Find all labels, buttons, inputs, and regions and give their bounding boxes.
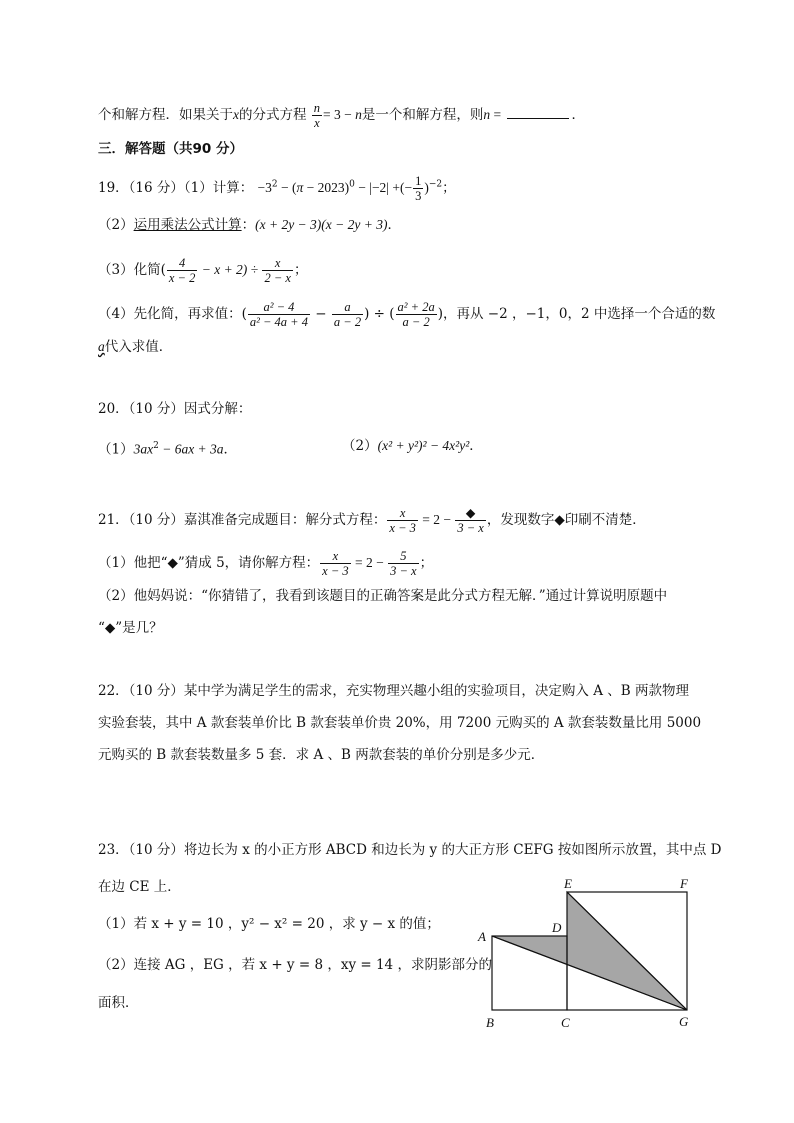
q22-line3: 元购买的 B 款套装数量多 5 套．求 A 、B 两款套装的单价分别是多少元． [98,747,545,763]
denominator: x − 2 [168,271,196,285]
expr: −3 [257,180,272,195]
fraction [262,256,292,285]
var: a [98,339,105,354]
numerator: x [320,549,350,564]
q20-part1 [98,436,237,460]
text: （3）化简( [98,262,166,278]
label-b: B [486,1015,494,1030]
fraction [320,549,350,578]
expr: (x² + y²)² − 4x²y² [377,438,470,453]
geometry-figure [470,870,710,1036]
var: n [483,107,491,122]
label-d: D [552,920,562,935]
sup: 2 [153,441,159,451]
denominator: a − 2 [402,315,430,329]
q22-line1: 22．（10 分）某中学为满足学生的需求，充实物理兴趣小组的实验项目，决定购入 A 、B 两款物理 [98,683,689,699]
text: )，再从 −2 ，−1，0，2 中选择一个合适的数 [437,306,716,322]
answer-blank[interactable] [507,106,569,119]
fraction [332,300,363,329]
denominator: 3 − x [457,521,484,535]
denominator: x − 3 [389,521,416,535]
text: 个和解方程．如果关于 [98,107,233,123]
text: （4）先化简，再求值：( [98,306,247,322]
expr: − 2023) [303,180,350,195]
q19-part1 [98,174,456,203]
expr: 3ax [133,441,154,457]
numerator: a [332,300,363,315]
q23-line2: 在边 CE 上． [98,879,181,895]
denominator: x [314,116,320,130]
numerator: n [313,101,321,115]
pi: π [296,180,304,195]
text: （1） [98,441,134,458]
q23-part3: 面积． [98,995,139,1011]
label-g: G [679,1014,689,1029]
q19-part3 [98,256,307,285]
text: − [310,306,331,322]
text: ． [223,441,238,458]
fraction [387,506,417,535]
text: ； [442,180,456,196]
question-head: 21．（10 分）嘉淇准备完成题目：解分式方程： [98,512,387,528]
text: ． [571,107,585,123]
q23-part1: （1）若 x + y = 10 ，y² − x² = 20 ，求 y − x 的值； [98,916,440,932]
text: 是一个和解方程，则 [361,107,484,123]
label-c: C [561,1015,570,1030]
q19-part4-cont [98,337,172,357]
label-f: F [680,876,688,891]
text: = 3 − [323,107,356,122]
numerator: 5 [388,549,418,564]
expr: ) [424,180,429,195]
var: n [355,107,362,122]
expr: − ( [277,180,297,195]
sup: 2 [271,179,278,190]
fraction [312,101,322,130]
text: ) ÷ ( [364,306,395,322]
q23-line1: 23．（10 分）将边长为 x 的小正方形 ABCD 和边长为 y 的大正方形 CEFG 按如图所示放置，其中点 D [98,842,722,858]
numerator: a² − 4 [248,300,310,315]
text: ： [241,217,256,233]
fraction [396,300,437,329]
shaded-region [492,892,687,1010]
label-e: E [564,876,572,891]
fraction [248,300,310,329]
numerator: 4 [167,256,197,271]
text: 运用乘法公式计算 [133,217,242,233]
denominator: a − 2 [333,315,362,329]
fraction [455,506,485,535]
sup: 0 [349,179,355,190]
q19-part2 [98,215,401,235]
label-a: A [478,929,486,944]
text: （1）他把“◆”猜成 5，请你解方程： [98,555,320,571]
section-title: 三．解答题（共90 分） [98,141,243,157]
text: 代入求值． [104,339,173,355]
numerator: ◆ [455,506,485,521]
q20-part2 [342,436,483,456]
expr: − |−2| +(− [354,180,413,195]
text: ，发现数字◆印刷不清楚． [486,512,646,528]
question-head: 19．（16 分）（1）计算： [98,180,254,196]
expr: = 2 − [418,512,455,527]
text: ． [469,438,483,454]
expr: = 2 − [351,555,388,570]
var: x [233,107,239,122]
expr: (x + 2y − 3)(x − 2y + 3) [255,217,388,232]
text: ； [419,555,434,571]
top-line [98,101,585,130]
fraction [167,256,197,285]
q23-part2: （2）连接 AG ，EG ，若 x + y = 8 ，xy = 14 ，求阴影部分的 [98,957,492,973]
numerator: a² + 2a [397,300,435,314]
numerator: 1 [415,174,422,188]
text: （2） [342,438,378,454]
text: = [490,107,502,122]
denominator: 3 − x [390,564,417,578]
denominator: 2 − x [264,271,291,285]
q22-line2: 实验套装，其中 A 款套装单价比 B 款套装单价贵 20%，用 7200 元购买的 A 款套装数量比用 5000 [98,715,702,731]
denominator: x − 3 [322,564,349,578]
denominator: 3 [415,189,422,203]
expr: − x + 2) ÷ [198,262,262,277]
numerator: x [262,256,292,271]
text: （2） [98,217,134,233]
text: ； [293,262,308,278]
fraction [413,174,423,203]
q21-part2: （2）他妈妈说：“你猜错了，我看到该题目的正确答案是此分式方程无解．”通过计算说明原题中 [98,588,668,604]
q19-part4 [98,300,715,329]
text: ． [387,217,401,233]
q20-head: 20．（10 分）因式分解： [98,401,252,417]
fraction [388,549,418,578]
q21-part2-cont: “◆”是几？ [98,620,163,636]
q21-head [98,506,646,535]
expr: − 6ax + 3a [158,441,224,457]
q21-part1 [98,549,433,578]
sup: −2 [428,179,443,190]
numerator: x [387,506,417,521]
denominator: a² − 4a + 4 [249,315,308,329]
text: 的分式方程 [239,107,307,123]
